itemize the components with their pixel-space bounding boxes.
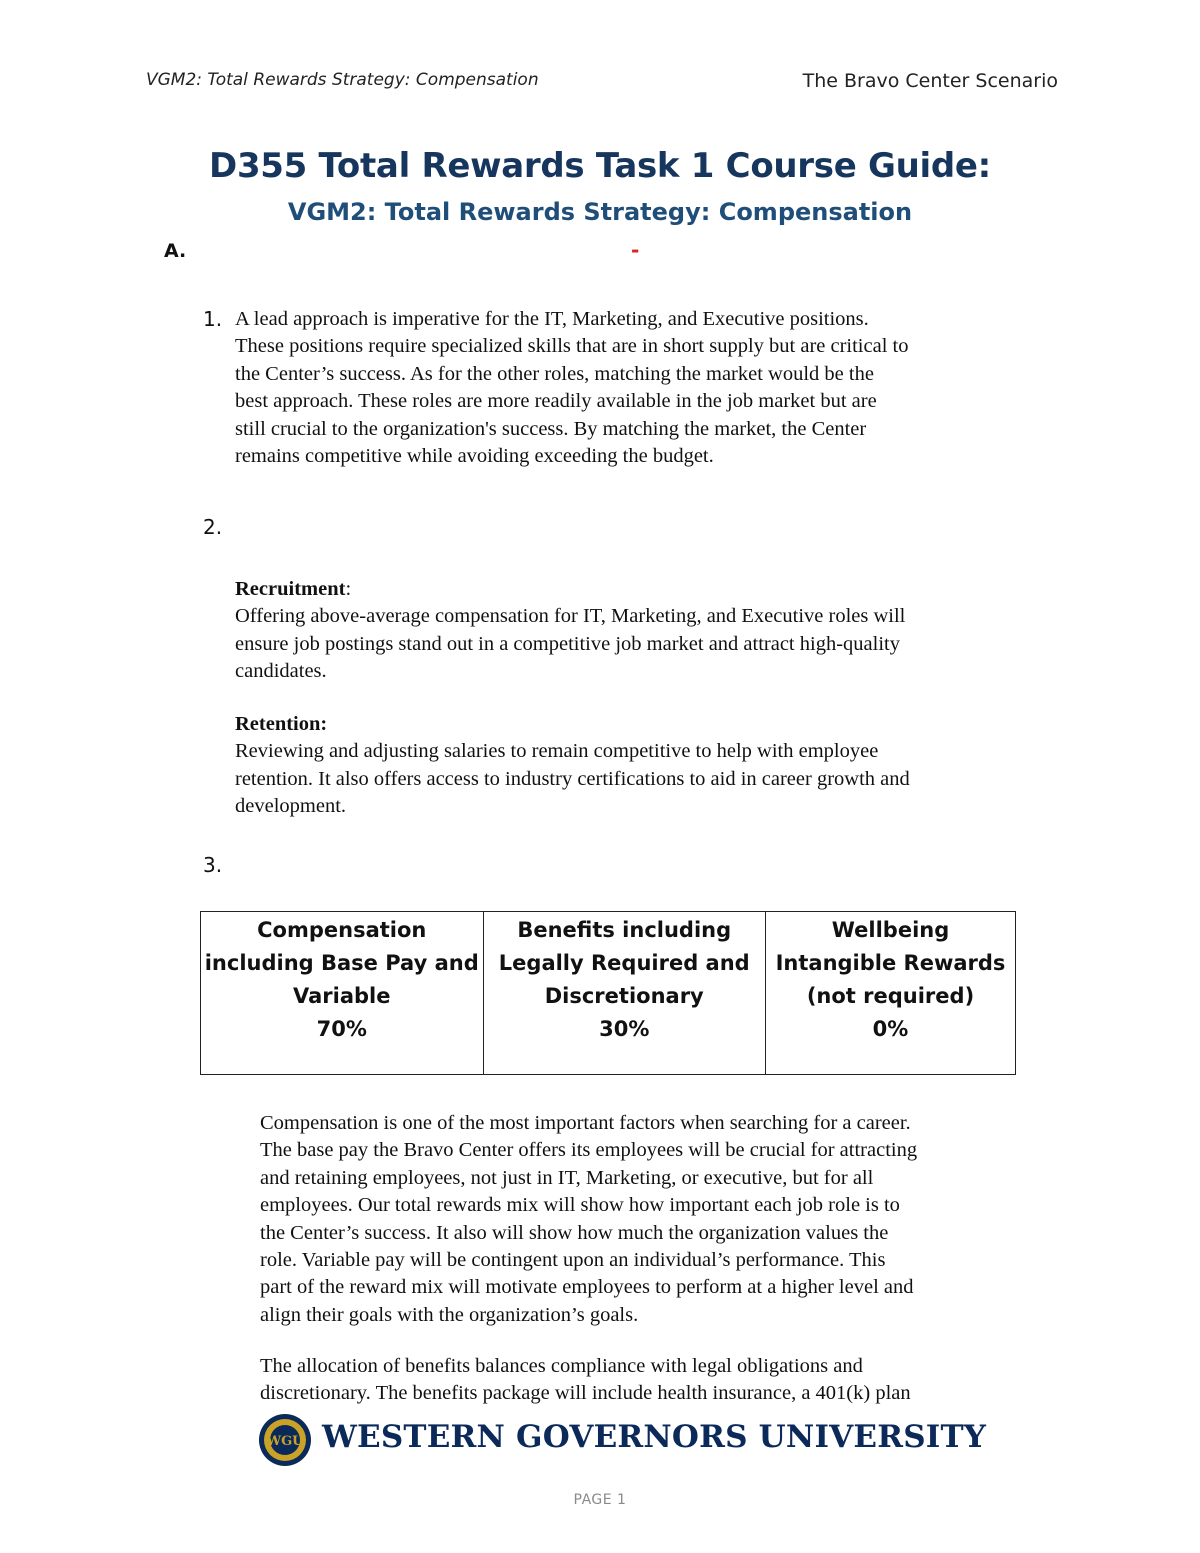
paragraph-compensation xyxy=(260,1110,1060,1329)
cell-line: Discretionary xyxy=(544,984,704,1008)
text-line: remains competitive while avoiding exceeding the budget. xyxy=(235,445,714,468)
page-subtitle: VGM2: Total Rewards Strategy: Compensation xyxy=(287,198,913,226)
text-line: discretionary. The benefits package will include health insurance, a 401(k) plan xyxy=(260,1382,911,1405)
item-1-text xyxy=(235,306,1035,470)
text-line: retention. It also offers access to industry certifications to aid in career growth and xyxy=(235,767,910,790)
cell-percent: 0% xyxy=(872,1017,909,1041)
section-a-marker: - xyxy=(631,238,640,262)
text-line: role. Variable pay will be contingent upon an individual’s performance. This xyxy=(260,1249,886,1272)
text-line: and retaining employees, not just in IT, Marketing, or executive, but for all xyxy=(260,1166,874,1189)
cell-line: (not required) xyxy=(806,984,975,1008)
text-line: Offering above-average compensation for IT, Marketing, and Executive roles will xyxy=(235,605,906,628)
text-line: employees. Our total rewards mix will show how important each job role is to xyxy=(260,1194,900,1217)
item-3-number: 3. xyxy=(203,853,223,877)
cell-line: Legally Required and xyxy=(498,951,750,975)
retention-block xyxy=(235,711,1035,821)
text-line: Reviewing and adjusting salaries to remain competitive to help with employee xyxy=(235,740,879,763)
table-cell-wellbeing xyxy=(766,912,1016,1075)
table-row xyxy=(201,912,1016,1075)
cell-line: Intangible Rewards xyxy=(775,951,1006,975)
recruitment-block xyxy=(235,576,1035,686)
text-line: part of the reward mix will motivate employees to perform at a higher level and xyxy=(260,1276,914,1299)
text-line: still crucial to the organization's success. By matching the market, the Center xyxy=(235,417,867,440)
recruitment-colon: : xyxy=(345,578,352,600)
text-line: A lead approach is imperative for the IT, Marketing, and Executive positions. xyxy=(235,308,869,330)
text-line: the Center’s success. As for the other roles, matching the market would be the xyxy=(235,362,874,385)
cell-line: including Base Pay and xyxy=(204,951,479,975)
cell-percent: 30% xyxy=(599,1017,650,1041)
text-line: best approach. These roles are more readily available in the job market but are xyxy=(235,390,877,413)
table-cell-compensation xyxy=(201,912,484,1075)
recruitment-label: Recruitment xyxy=(235,578,346,600)
text-line: Compensation is one of the most important factors when searching for a career. xyxy=(260,1112,911,1134)
recruitment-heading xyxy=(235,576,1035,603)
text-line: These positions require specialized skills that are in short supply but are critical to xyxy=(235,335,909,358)
cell-line: Variable xyxy=(293,984,391,1008)
text-line: The base pay the Bravo Center offers its employees will be crucial for attracting xyxy=(260,1139,918,1162)
text-line: candidates. xyxy=(235,660,327,683)
page-number: PAGE 1 xyxy=(573,1492,627,1508)
text-line: align their goals with the organization’s goals. xyxy=(260,1303,639,1326)
page-title: D355 Total Rewards Task 1 Course Guide: xyxy=(209,146,991,186)
cell-line: Compensation xyxy=(257,918,427,942)
wgu-wordmark: WESTERN GOVERNORS UNIVERSITY xyxy=(322,1419,987,1455)
retention-label: Retention: xyxy=(235,713,328,735)
text-line: The allocation of benefits balances compliance with legal obligations and xyxy=(260,1355,863,1377)
item-2-number: 2. xyxy=(203,515,223,539)
cell-line: Wellbeing xyxy=(831,918,950,942)
text-line: ensure job postings stand out in a competitive job market and attract high-quality xyxy=(235,632,900,655)
table-cell-benefits xyxy=(483,912,766,1075)
cell-line: Benefits including xyxy=(517,918,732,942)
header-left: VGM2: Total Rewards Strategy: Compensation xyxy=(146,70,539,90)
wgu-seal-icon xyxy=(258,1413,312,1467)
text-line: the Center’s success. It also will show how much the organization values the xyxy=(260,1221,889,1244)
section-a-label: A. xyxy=(164,240,187,262)
item-1-number: 1. xyxy=(203,307,223,331)
seal-text: WGU xyxy=(266,1434,304,1449)
header-right: The Bravo Center Scenario xyxy=(802,70,1058,92)
wgu-logo xyxy=(258,1413,987,1469)
cell-percent: 70% xyxy=(316,1017,367,1041)
reward-mix-table xyxy=(200,911,1016,1075)
text-line: development. xyxy=(235,795,347,818)
paragraph-benefits xyxy=(260,1353,1060,1408)
